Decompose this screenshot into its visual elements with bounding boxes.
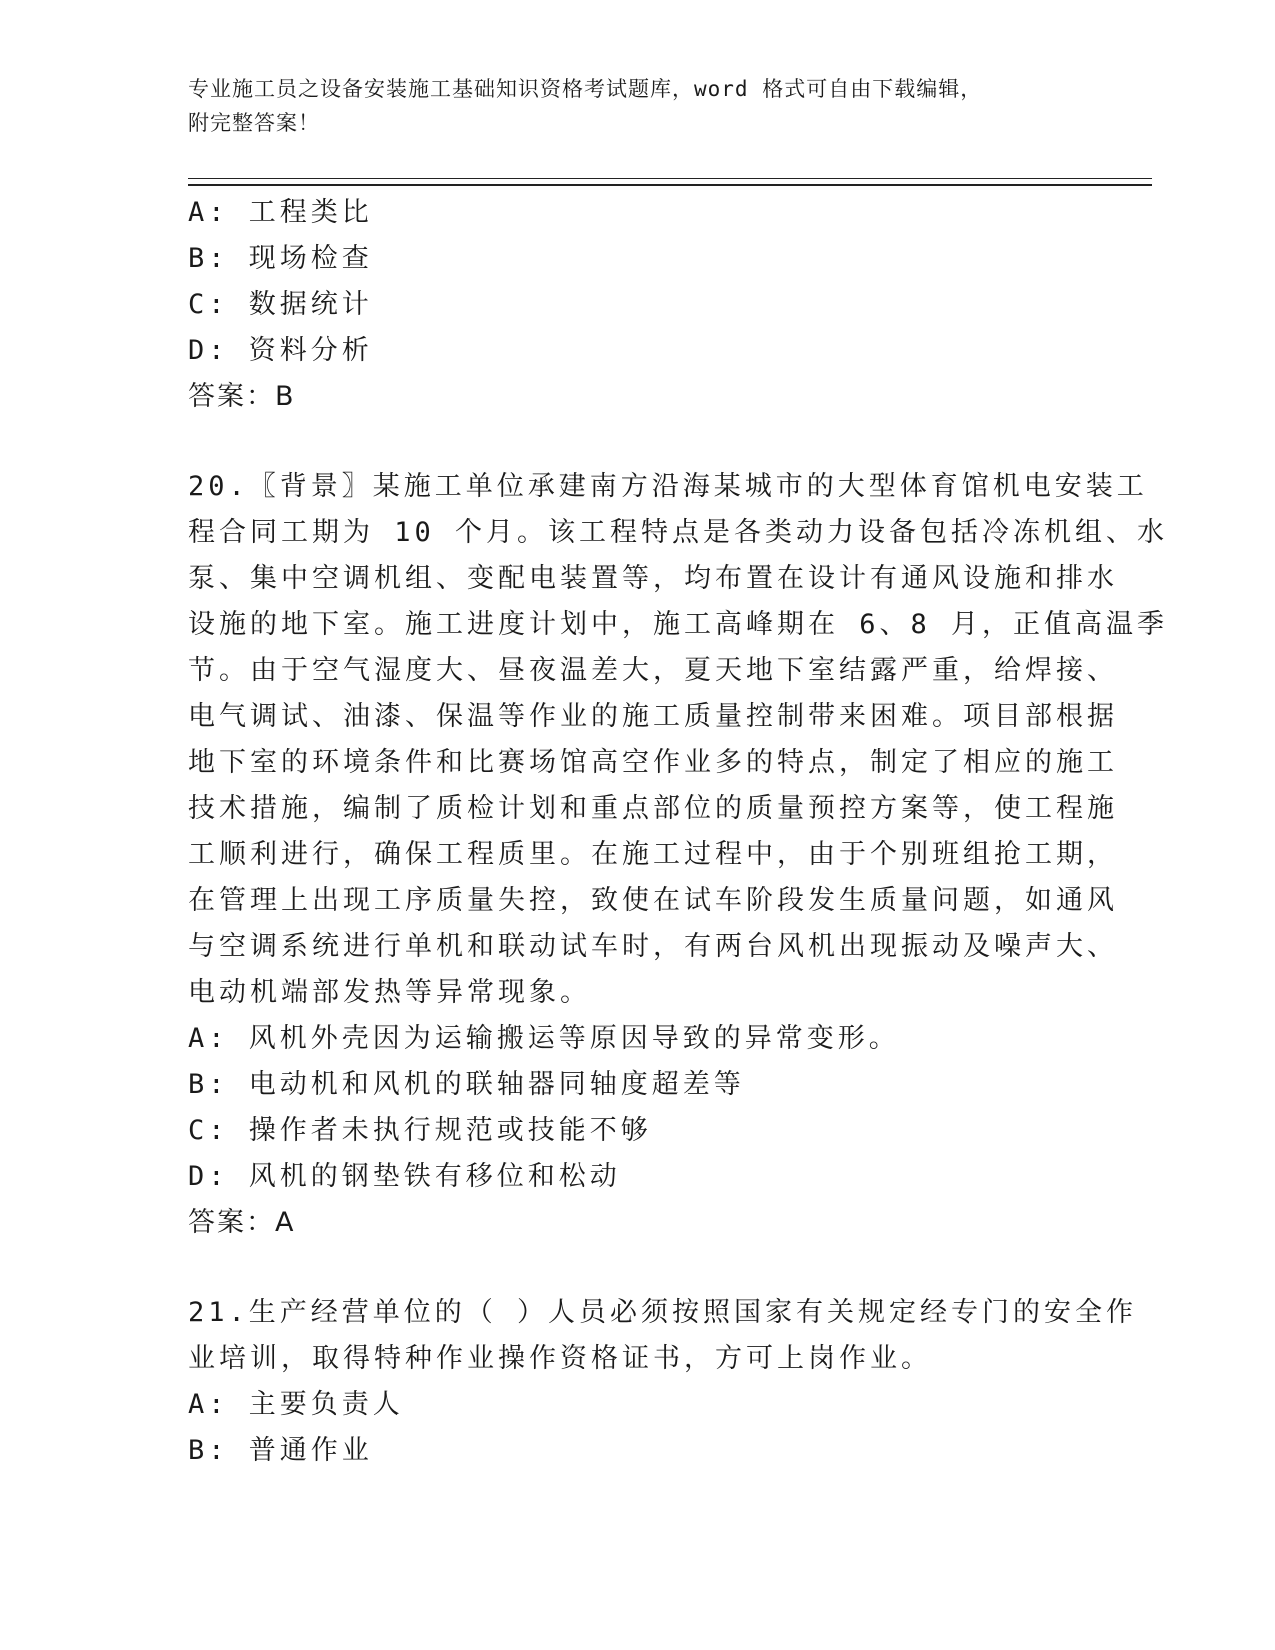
option-c: C: 操作者未执行规范或技能不够 — [188, 1115, 652, 1146]
option-c: C: 数据统计 — [188, 289, 373, 320]
answer-19: 答案：B — [188, 381, 296, 412]
option-a: A: 工程类比 — [188, 197, 373, 228]
option-b: B: 电动机和风机的联轴器同轴度超差等 — [188, 1069, 745, 1100]
question-20-line: 泵、集中空调机组、变配电装置等，均布置在设计有通风设施和排水 — [188, 563, 1118, 594]
question-19-options — [188, 190, 1088, 420]
question-21-line: 21.生产经营单位的（ ）人员必须按照国家有关规定经专门的安全作 — [188, 1297, 1138, 1328]
question-20 — [188, 464, 1169, 1246]
spacer — [188, 1246, 1088, 1290]
question-20-line: 节。由于空气湿度大、昼夜温差大，夏天地下室结露严重，给焊接、 — [188, 655, 1118, 686]
option-a: A: 主要负责人 — [188, 1389, 404, 1420]
option-a: A: 风机外壳因为运输搬运等原因导致的异常变形。 — [188, 1023, 900, 1054]
question-20-line: 设施的地下室。施工进度计划中，施工高峰期在 6、8 月，正值高温季 — [188, 609, 1169, 640]
answer-20: 答案：A — [188, 1207, 296, 1238]
option-d: D: 风机的钢垫铁有移位和松动 — [188, 1161, 621, 1192]
document-body — [188, 190, 1169, 1474]
option-b: B: 现场检查 — [188, 243, 373, 274]
question-20-line: 电气调试、油漆、保温等作业的施工质量控制带来困难。项目部根据 — [188, 701, 1118, 732]
question-21 — [188, 1290, 1138, 1474]
question-20-line: 电动机端部发热等异常现象。 — [188, 977, 591, 1008]
question-20-line: 地下室的环境条件和比赛场馆高空作业多的特点，制定了相应的施工 — [188, 747, 1118, 778]
header-divider — [188, 178, 1152, 186]
header-line-2: 附完整答案！ — [188, 111, 320, 135]
question-21-line: 业培训，取得特种作业操作资格证书，方可上岗作业。 — [188, 1343, 932, 1374]
option-d: D: 资料分析 — [188, 335, 373, 366]
spacer — [188, 420, 1088, 464]
question-20-line: 技术措施，编制了质检计划和重点部位的质量预控方案等，使工程施 — [188, 793, 1118, 824]
option-b: B: 普通作业 — [188, 1435, 373, 1466]
header-line-1: 专业施工员之设备安装施工基础知识资格考试题库，word 格式可自由下载编辑， — [188, 77, 983, 101]
question-20-line: 20.〖背景〗某施工单位承建南方沿海某城市的大型体育馆机电安装工 — [188, 471, 1148, 502]
question-20-line: 在管理上出现工序质量失控，致使在试车阶段发生质量问题，如通风 — [188, 885, 1118, 916]
document-header — [188, 72, 1088, 140]
question-20-line: 程合同工期为 10 个月。该工程特点是各类动力设备包括冷冻机组、水 — [188, 517, 1169, 548]
question-20-line: 与空调系统进行单机和联动试车时，有两台风机出现振动及噪声大、 — [188, 931, 1118, 962]
question-20-line: 工顺利进行，确保工程质里。在施工过程中，由于个别班组抢工期， — [188, 839, 1118, 870]
